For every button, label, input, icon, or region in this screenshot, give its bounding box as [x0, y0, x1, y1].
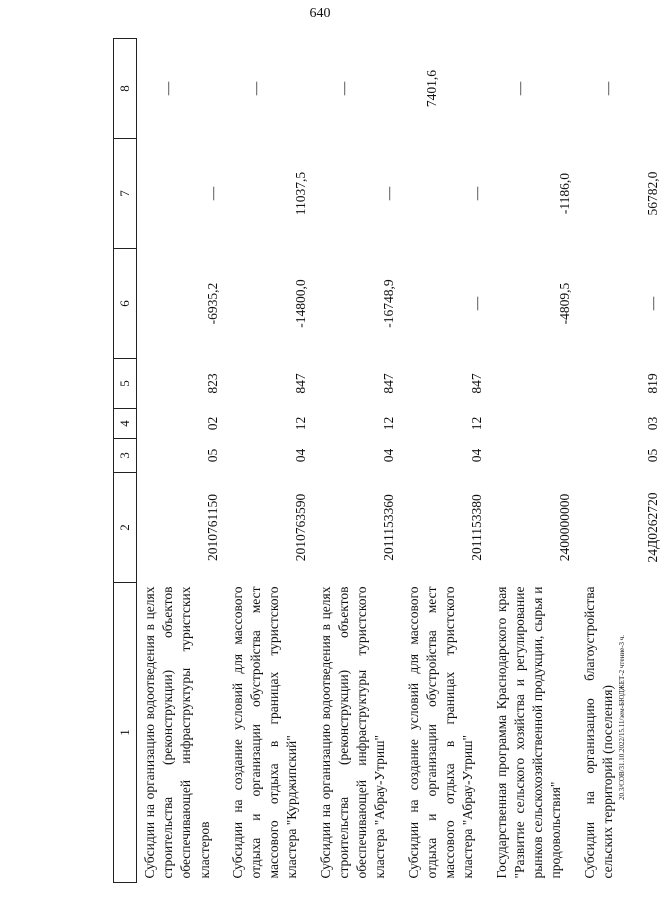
table-row	[489, 39, 577, 883]
document-footer-code	[618, 470, 630, 800]
column-header-6: 6	[114, 249, 137, 359]
row-expense-type: 847	[293, 373, 309, 394]
column-header-3: 3	[114, 439, 137, 473]
row-target-code: 24Д0262720	[645, 492, 661, 563]
row-section: 04	[381, 448, 397, 463]
row-section: 05	[205, 448, 221, 463]
row-description: Субсидии на организацию благоустройства сельских территорий (поселения)	[581, 586, 615, 879]
row-expense-type: 823	[205, 373, 221, 394]
table-row	[137, 39, 225, 883]
row-section: 04	[293, 448, 309, 463]
row-amount-col7: 56782,0	[645, 171, 661, 216]
row-section: 05	[645, 448, 661, 463]
row-amount-col6: -16748,9	[381, 279, 397, 328]
budget-table	[113, 38, 665, 883]
row-expense-type	[489, 359, 577, 409]
row-amount-col7: —	[205, 186, 221, 201]
column-header-2: 2	[114, 473, 137, 583]
row-description: Субсидии на организацию водоотведения в целях строительства (реконструкции) объектов обеспечивающей инфраструктуры туристских кластеров	[142, 586, 212, 879]
row-target-code: 2010761150	[205, 494, 221, 561]
row-subsection: 12	[381, 416, 397, 431]
table-row	[225, 39, 313, 883]
row-amount-col6: —	[469, 296, 485, 311]
row-amount-col8: —	[160, 81, 175, 96]
row-expense-type: 847	[381, 373, 397, 394]
row-target-code: 2011153360	[381, 494, 397, 561]
column-header-8: 8	[114, 39, 137, 139]
row-subsection: 12	[469, 416, 485, 431]
footer-text: 20.3/СОВ/31.10.2022/15.11/зем-БЮДЖЕТ-2 чтение-3 ч.	[618, 634, 626, 800]
row-amount-col8: —	[599, 81, 615, 96]
row-description: Субсидии на создание условий для массового отдыха и организации обустройства мест массового отдыха в границах туристского кластера "Абрау-Утриш"	[405, 586, 476, 879]
row-subsection: 12	[293, 416, 309, 431]
column-header-7: 7	[114, 139, 137, 249]
row-amount-col7: —	[381, 186, 397, 201]
row-subsection	[489, 409, 577, 439]
column-header-5: 5	[114, 359, 137, 409]
row-amount-col8: —	[247, 81, 263, 96]
row-amount-col8: —	[335, 81, 351, 96]
row-description: Субсидии на создание условий для массового отдыха и организации обустройства мест массового отдыха в границах туристского кластера "Курджипский"	[229, 586, 300, 879]
page-number: 640	[309, 6, 331, 21]
row-target-code: 2011153380	[469, 494, 485, 561]
row-section: 04	[469, 448, 485, 463]
row-amount-col8: 7401,6	[423, 69, 439, 108]
row-subsection: 03	[645, 416, 661, 431]
row-description: Субсидии на организацию водоотведения в целях строительства (реконструкции) объектов обеспечивающей инфраструктуры туристского кластера "Абрау-Утриш"	[317, 586, 388, 879]
table-row	[313, 39, 401, 883]
row-section	[489, 439, 577, 473]
row-target-code: 2010763590	[293, 493, 309, 562]
row-subsection: 02	[205, 416, 221, 431]
row-expense-type: 819	[645, 373, 661, 394]
row-amount-col7: —	[469, 186, 485, 201]
row-amount-col6: -6935,2	[205, 282, 221, 325]
row-description: Государственная программа Краснодарского края "Развитие сельского хозяйства и регулирование рынков сельскохозяйственной продукции, сырья и продовольствия"	[493, 586, 564, 879]
row-expense-type: 847	[469, 373, 485, 394]
table-row	[401, 39, 489, 883]
table-header-row	[114, 39, 137, 883]
row-target-code: 2400000000	[557, 493, 573, 562]
row-amount-col7: 11037,5	[293, 171, 309, 216]
column-header-4: 4	[114, 409, 137, 439]
row-amount-col7: -1186,0	[557, 172, 573, 215]
row-amount-col6: -14800,0	[293, 279, 309, 328]
row-amount-col8: —	[511, 81, 527, 96]
column-header-1: 1	[114, 583, 137, 883]
row-amount-col6: —	[645, 296, 661, 311]
row-amount-col6: -4809,5	[557, 282, 573, 325]
